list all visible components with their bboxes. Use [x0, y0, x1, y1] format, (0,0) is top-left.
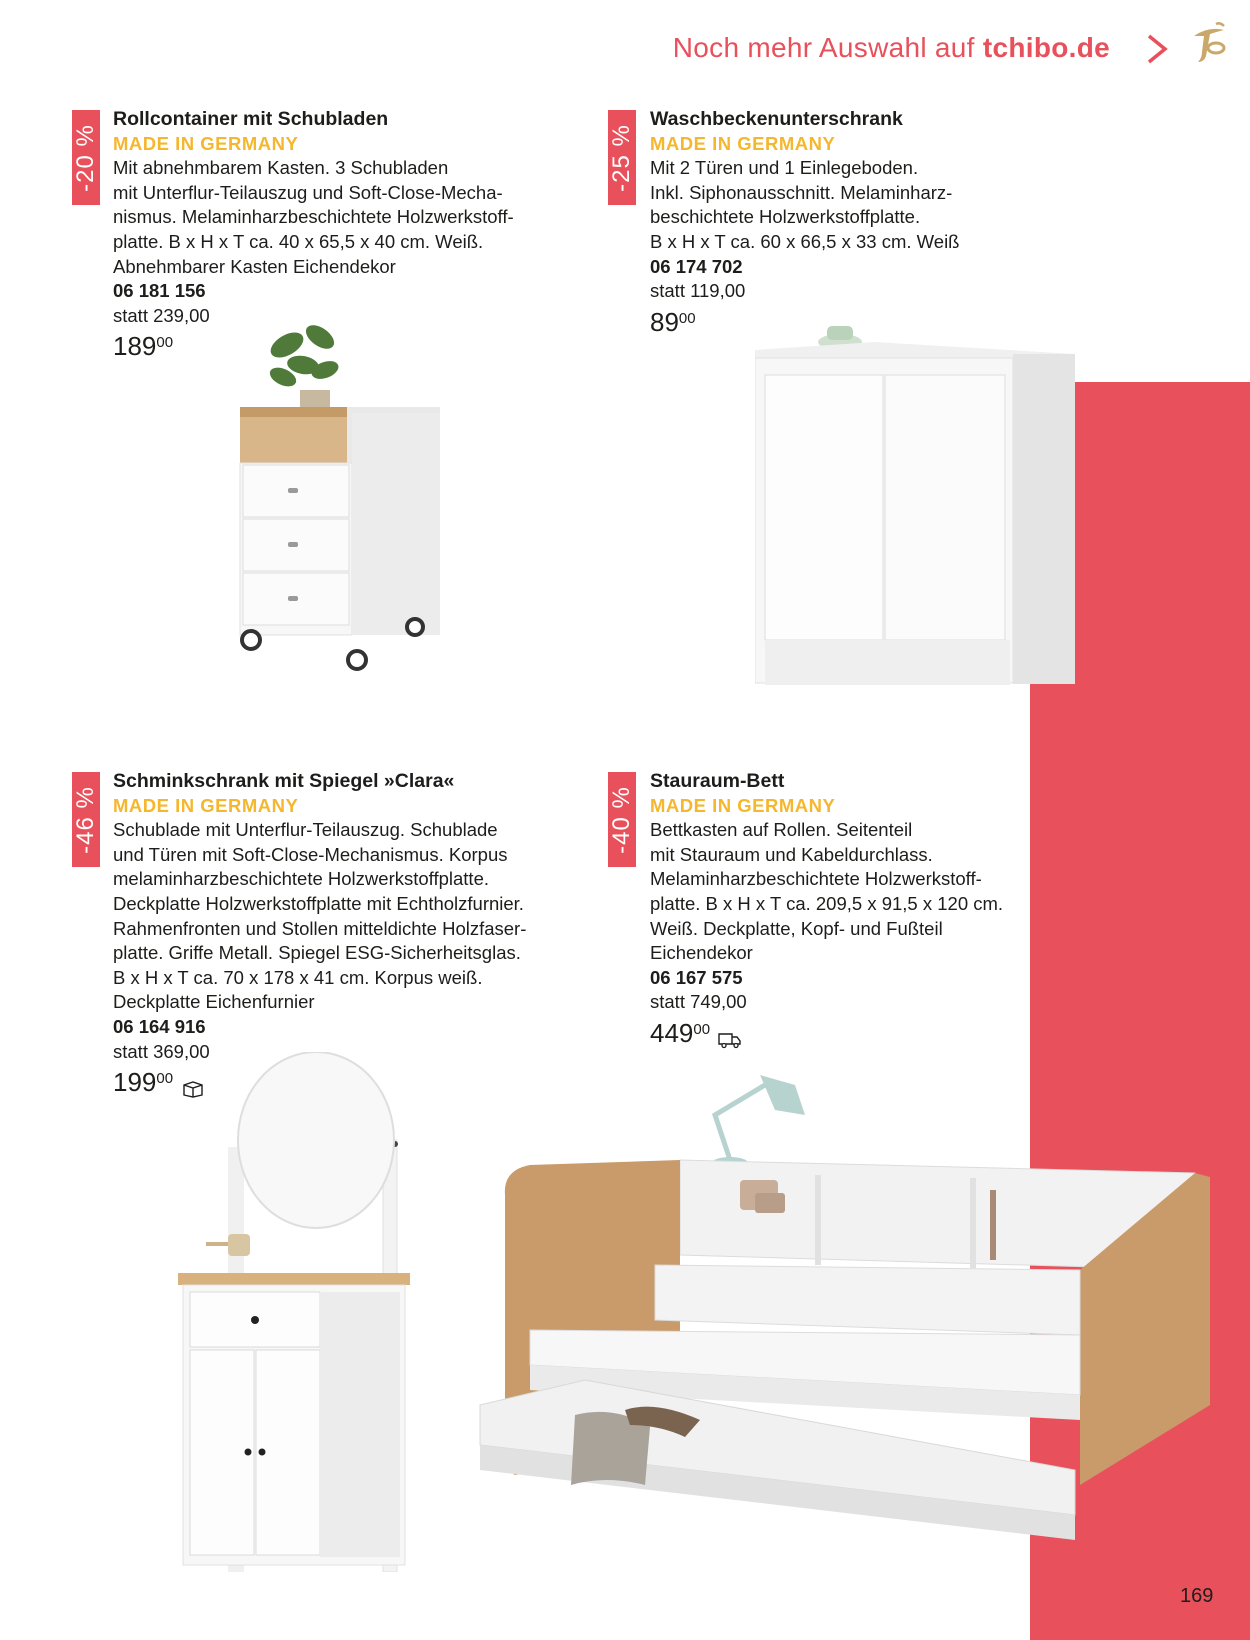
product-stauraum-bett: [650, 769, 1030, 1049]
rollcontainer-image: [225, 315, 445, 680]
old-price: statt 749,00: [650, 991, 747, 1013]
price: 449 00: [650, 1021, 1030, 1049]
discount-badge: -25 %: [608, 110, 636, 205]
chevron-right-icon[interactable]: [1143, 33, 1171, 65]
page-number: 169: [1180, 1585, 1214, 1607]
header-link[interactable]: [673, 32, 1110, 64]
product-description: Mit abnehmbarem Kasten. 3 Schubladen mit Unterflur-Teilauszug und Soft-Close-Mecha- nismus. Melaminharzbeschichtete Holzwerkstoff- platte. B x H x T ca. 40 x 65,5 x 40 cm. Weiß. Abnehmbarer Kasten Eichendekor: [113, 157, 514, 277]
article-number: 06 167 575: [650, 966, 743, 988]
product-title: Waschbeckenunterschrank: [650, 108, 903, 130]
schminkschrank-image: [178, 1052, 418, 1572]
product-title: Rollcontainer mit Schubladen: [113, 108, 389, 130]
stauraum-bett-image: [475, 1065, 1220, 1565]
product-description: Schublade mit Unterflur-Teilauszug. Schublade und Türen mit Soft-Close-Mechanismus. Korpus melaminharzbeschichtete Holzwerkstoffplatte. Deckplatte Holzwerkstoffplatte mit Echtholzfurnier. Rahmenfronten und Stollen mitteldichte Holzfaser- platte. Griffe Metall. Spiegel ESG-Sicherheitsglas. B x H x T ca. 70 x 178 x 41 cm. Korpus weiß. Deckplatte Eichenfurnier: [113, 819, 527, 1013]
truck-icon: [718, 1031, 742, 1049]
price: 199 00: [113, 1070, 573, 1098]
product-title: Schminkschrank mit Spiegel »Clara«: [113, 770, 455, 792]
product-waschbeckenunterschrank: [650, 107, 1070, 337]
product-description: Mit 2 Türen und 1 Einlegeboden. Inkl. Siphonausschnitt. Melaminharz- beschichtete Holzwerkstoffplatte. B x H x T ca. 60 x 66,5 x 33 cm. Weiß: [650, 157, 960, 252]
old-price: statt 239,00: [113, 304, 210, 326]
discount-badge: -40 %: [608, 772, 636, 867]
old-price: statt 119,00: [650, 280, 746, 302]
price: 89 00: [650, 306, 696, 337]
article-number: 06 174 702: [650, 255, 743, 277]
waschbeckenunterschrank-image: [755, 320, 1080, 695]
product-title: Stauraum-Bett: [650, 770, 785, 792]
discount-badge: -20 %: [72, 110, 100, 205]
price: 189 00: [113, 331, 174, 362]
article-number: 06 164 916: [113, 1015, 206, 1037]
old-price: statt 369,00: [113, 1040, 210, 1062]
product-schminkschrank: [113, 769, 573, 1098]
made-in-label: MADE IN GERMANY: [650, 794, 836, 816]
article-number: 06 181 156: [113, 280, 206, 302]
tchibo-logo-icon: [1186, 22, 1230, 66]
header-prefix: Noch mehr Auswahl auf: [672, 32, 983, 63]
made-in-label: MADE IN GERMANY: [113, 794, 299, 816]
header-site: tchibo.de: [982, 32, 1110, 63]
product-description: Bettkasten auf Rollen. Seitenteil mit Stauraum und Kabeldurchlass. Melaminharzbeschichtete Holzwerkstoff- platte. B x H x T ca. 209,5 x 91,5 x 120 cm. Weiß. Deckplatte, Kopf- und Fußteil Eichendekor: [650, 819, 1004, 964]
discount-badge: -46 %: [72, 772, 100, 867]
made-in-label: MADE IN GERMANY: [650, 132, 836, 154]
made-in-label: MADE IN GERMANY: [113, 132, 299, 154]
